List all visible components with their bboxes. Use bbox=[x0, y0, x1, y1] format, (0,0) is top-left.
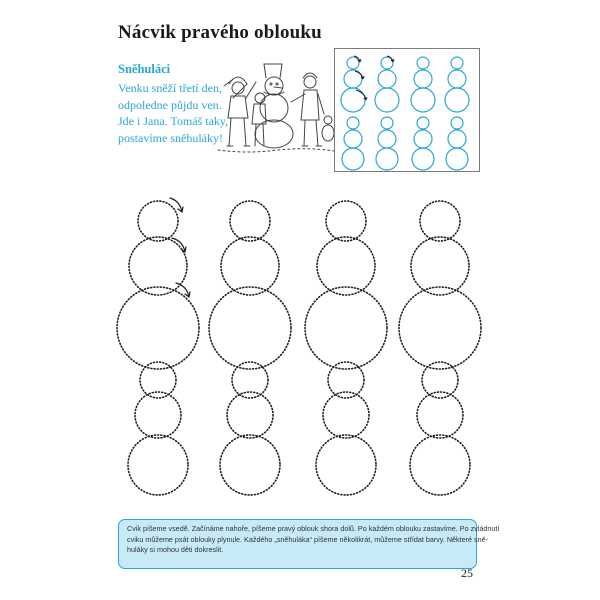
arc-arrow-icon bbox=[172, 238, 186, 252]
snowman-trace[interactable] bbox=[128, 362, 188, 495]
poem-line: Jde i Jana. Tomáš taky, bbox=[118, 114, 229, 128]
teacher-instructions-box bbox=[118, 519, 500, 569]
snowman-trace[interactable] bbox=[209, 201, 291, 369]
snowman-trace[interactable] bbox=[316, 362, 376, 495]
poem-line: Venku sněží třetí den, bbox=[118, 81, 222, 95]
instruction-line: Cvik píšeme vsedě. Začínáme nahoře, píšeme pravý oblouk shora dolů. Po každém oblouku zastavíme. Po zvládnutí bbox=[127, 524, 500, 533]
instruction-line: huláky si mohou děti dokreslit. bbox=[127, 545, 224, 555]
snowman-trace[interactable] bbox=[220, 362, 280, 495]
snowman-trace[interactable] bbox=[399, 201, 481, 369]
page-number: 25 bbox=[461, 566, 473, 580]
instruction-line: cviku můžeme psát oblouky plynule. Každého „sněhuláka“ píšeme několikrát, můžeme střídat barvy. Některé sně- bbox=[127, 534, 489, 544]
story-heading: Sněhuláci bbox=[118, 62, 171, 76]
page-title: Nácvik pravého oblouku bbox=[118, 22, 322, 43]
arc-arrow-icon bbox=[176, 283, 190, 297]
snowman-trace[interactable] bbox=[410, 362, 470, 495]
snowman-trace[interactable] bbox=[117, 201, 199, 369]
arc-arrow-icon bbox=[170, 198, 183, 212]
snowman-trace[interactable] bbox=[305, 201, 387, 369]
poem-line: odpoledne půjdu ven. bbox=[118, 97, 222, 112]
poem-line: postavíme sněhuláky! bbox=[118, 130, 223, 145]
